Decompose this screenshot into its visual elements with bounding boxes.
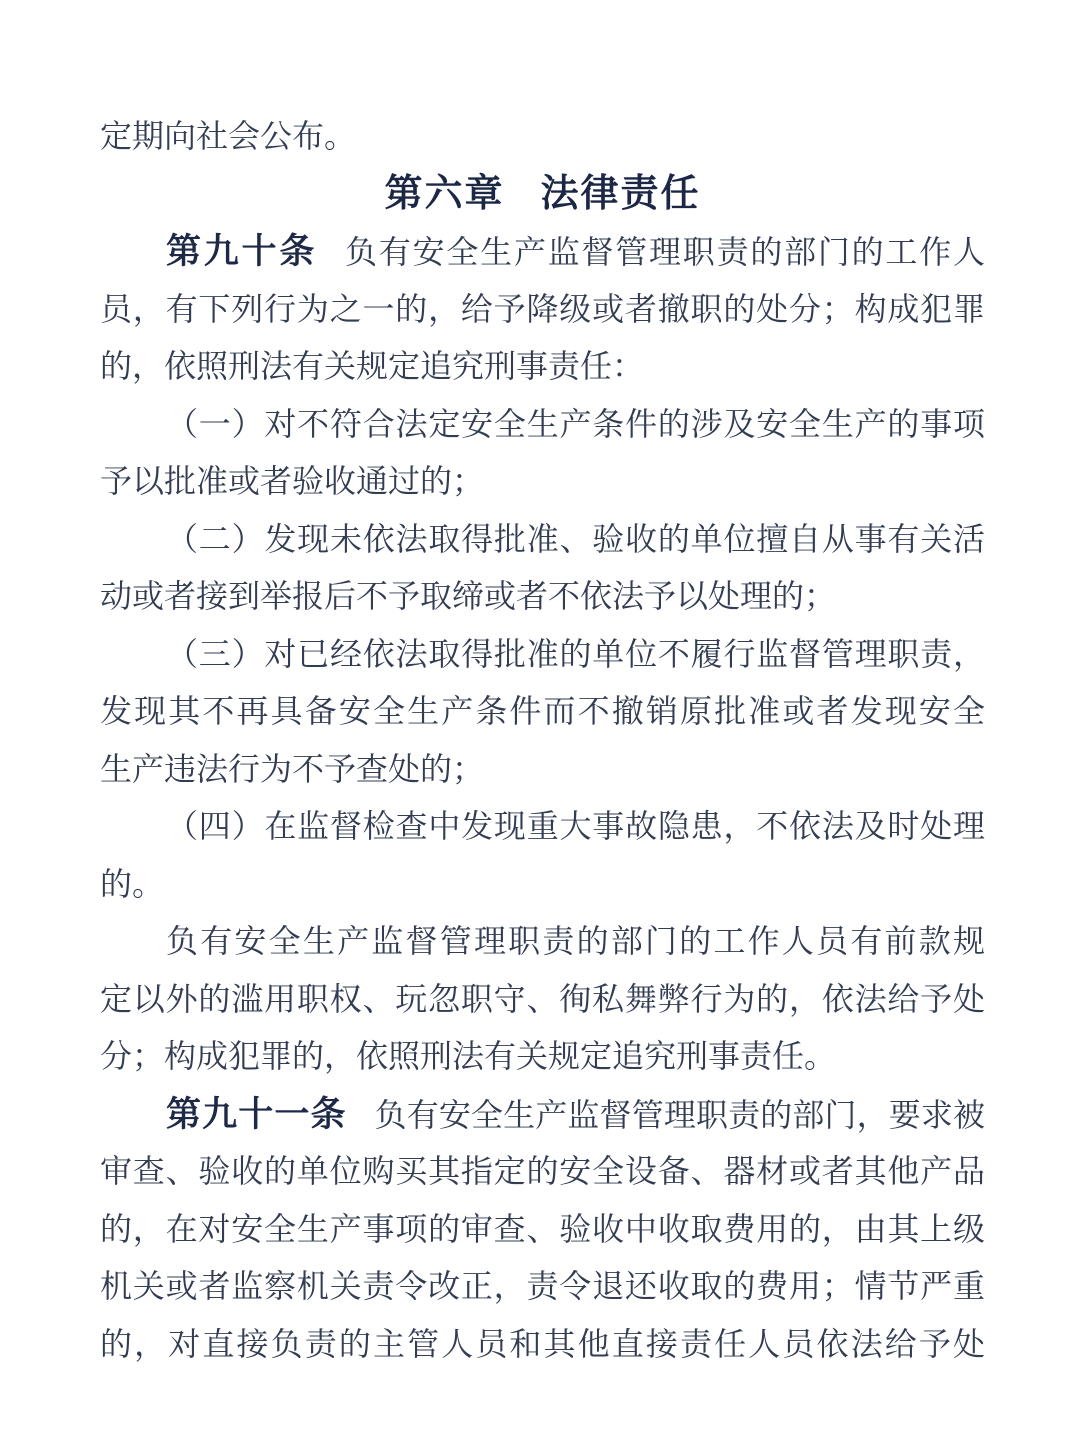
- item-1-line: 予以批准或者验收通过的；: [100, 463, 485, 499]
- body-line: 的，依照刑法有关规定追究刑事责任：: [100, 348, 645, 384]
- chapter-title: 法律责任: [540, 172, 701, 215]
- closing-paragraph-line: 分；构成犯罪的，依照刑法有关规定追究刑事责任。: [100, 1038, 837, 1074]
- article-91-number: 第九十一条: [166, 1094, 347, 1134]
- item-3-line: 发现其不再具备安全生产条件而不撤销原批准或者发现安全: [100, 693, 985, 729]
- article-91-line: 机关或者监察机关责令改正，责令退还收取的费用；情节严重: [100, 1268, 985, 1304]
- article-91-line: 的，在对安全生产事项的审查、验收中收取费用的，由其上级: [100, 1210, 985, 1247]
- article-90-opening-text: 负有安全生产监督管理职责的部门的工作人: [345, 234, 985, 270]
- closing-paragraph-line: 负有安全生产监督管理职责的部门的工作人员有前款规: [166, 923, 985, 959]
- chapter-heading: [100, 166, 985, 224]
- chapter-number: 第六章: [384, 172, 505, 215]
- item-2-line: （二）发现未依法取得批准、验收的单位擅自从事有关活: [166, 520, 985, 557]
- continuation-line: 定期向社会公布。: [100, 118, 357, 154]
- article-91-opening-line: [100, 1086, 985, 1144]
- closing-paragraph-line: 定以外的滥用职权、玩忽职守、徇私舞弊行为的，依法给予处: [100, 980, 985, 1017]
- item-4-line: （四）在监督检查中发现重大事故隐患，不依法及时处理: [166, 808, 985, 844]
- article-90-opening-line: [100, 223, 985, 281]
- article-91-line: 审查、验收的单位购买其指定的安全设备、器材或者其他产品: [100, 1153, 985, 1189]
- item-2-line: 动或者接到举报后不予取缔或者不依法予以处理的；: [100, 578, 837, 614]
- article-91-opening-text: 负有安全生产监督管理职责的部门，要求被: [374, 1096, 985, 1133]
- article-91-line: 的，对直接负责的主管人员和其他直接责任人员依法给予处: [100, 1325, 985, 1362]
- item-4-line: 的。: [100, 865, 165, 902]
- body-line: 员，有下列行为之一的，给予降级或者撤职的处分；构成犯罪: [100, 290, 985, 327]
- item-1-line: （一）对不符合法定安全生产条件的涉及安全生产的事项: [166, 405, 985, 442]
- article-90-number: 第九十条: [166, 232, 318, 271]
- document-text-block: [100, 108, 985, 1373]
- item-3-line: 生产违法行为不予查处的；: [100, 750, 485, 787]
- item-3-line: （三）对已经依法取得批准的单位不履行监督管理职责，: [166, 635, 985, 672]
